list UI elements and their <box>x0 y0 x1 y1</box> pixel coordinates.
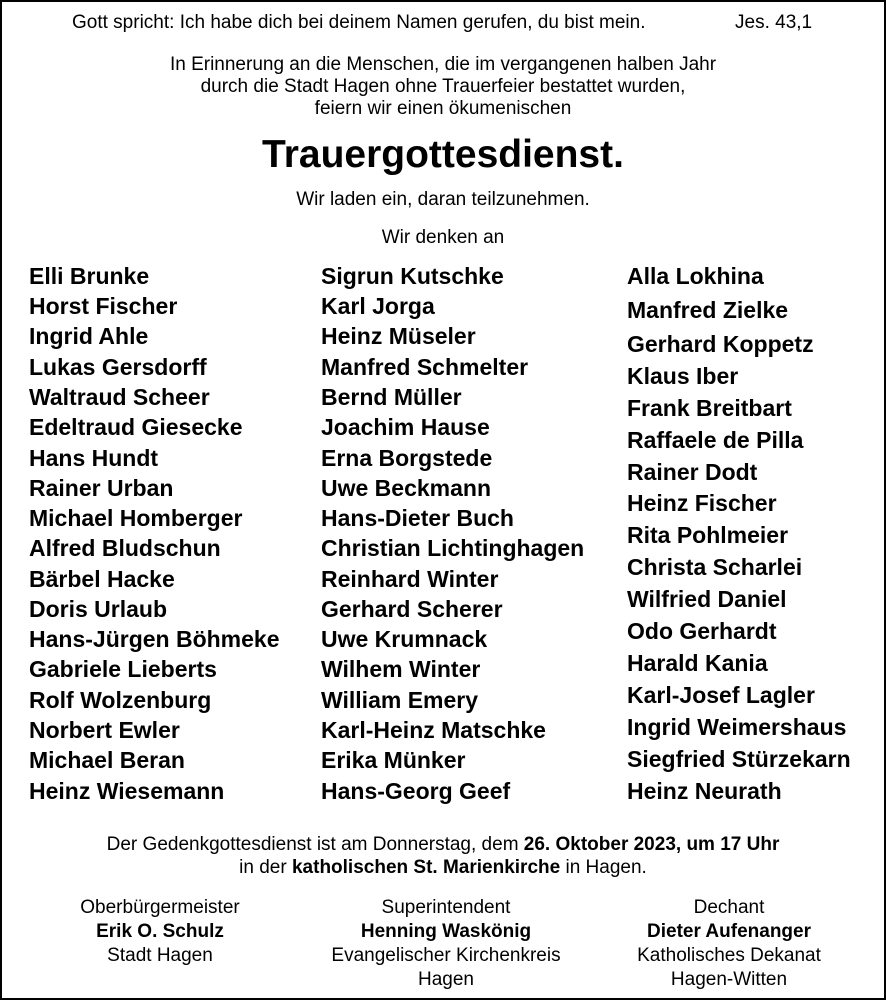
name-entry: Horst Fischer <box>29 293 178 319</box>
name-entry: Manfred Schmelter <box>321 354 529 380</box>
name-entry: Bernd Müller <box>321 384 462 410</box>
name-entry: Heinz Wiesemann <box>29 778 225 804</box>
name-entry: Hans Hundt <box>29 445 159 471</box>
name-entry: Odo Gerhardt <box>627 618 777 644</box>
remember-heading: Wir denken an <box>381 227 505 248</box>
name-entry: Lukas Gersdorff <box>29 354 207 380</box>
name-entry: Alfred Bludschun <box>29 535 221 561</box>
name-entry: Wilhem Winter <box>321 656 481 682</box>
name-entry: Hans-Jürgen Böhmeke <box>29 626 280 652</box>
intro-line-3: feiern wir einen ökumenischen <box>314 98 572 119</box>
name-entry: Frank Breitbart <box>627 395 792 421</box>
signatory-mayor <box>10 896 310 968</box>
name-entry: Michael Homberger <box>29 505 243 531</box>
bible-verse-reference: Jes. 43,1 <box>735 12 813 33</box>
signatory-org: Evangelischer Kirchenkreis <box>331 945 561 966</box>
name-entry: Gerhard Koppetz <box>627 331 814 357</box>
name-entry: Uwe Beckmann <box>321 475 492 501</box>
page-title: Trauergottesdienst. <box>262 133 624 176</box>
name-entry: Gabriele Lieberts <box>29 656 217 682</box>
service-place-suffix: in Hagen. <box>560 857 647 878</box>
signatory-name: Erik O. Schulz <box>96 921 224 942</box>
name-entry: Bärbel Hacke <box>29 566 175 592</box>
signatory-name: Henning Waskönig <box>360 921 532 942</box>
name-entry: Harald Kania <box>627 650 768 676</box>
name-entry: Rita Pohlmeier <box>627 522 789 548</box>
signatory-org: Katholisches Dekanat <box>637 945 821 966</box>
name-entry: Michael Beran <box>29 747 185 773</box>
intro-line-2: durch die Stadt Hagen ohne Trauerfeier bestattet wurden, <box>200 76 686 97</box>
invitation-text: Wir laden ein, daran teilzunehmen. <box>296 189 590 210</box>
name-entry: Hans-Georg Geef <box>321 778 511 804</box>
intro-line-1: In Erinnerung an die Menschen, die im vergangenen halben Jahr <box>169 54 717 75</box>
signatory-role: Superintendent <box>381 897 511 918</box>
name-entry: Manfred Zielke <box>627 297 789 323</box>
name-entry: Erna Borgstede <box>321 445 493 471</box>
signatory-dechant <box>579 896 879 992</box>
name-entry: Norbert Ewler <box>29 717 180 743</box>
name-entry: Waltraud Scheer <box>29 384 210 410</box>
name-entry: Wilfried Daniel <box>627 586 787 612</box>
signatory-org: Stadt Hagen <box>107 945 213 966</box>
name-entry: Ingrid Weimershaus <box>627 714 847 740</box>
signatory-org-line-2: Hagen-Witten <box>670 969 788 990</box>
service-place-line <box>2 857 884 879</box>
name-entry: Raffaele de Pilla <box>627 427 804 453</box>
name-entry: Christa Scharlei <box>627 554 803 580</box>
name-entry: Doris Urlaub <box>29 596 168 622</box>
name-entry: Reinhard Winter <box>321 566 499 592</box>
name-entry: Uwe Krumnack <box>321 626 488 652</box>
service-place: katholischen St. Marienkirche <box>291 857 561 878</box>
name-entry: Heinz Müseler <box>321 323 476 349</box>
signatory-role: Dechant <box>693 897 765 918</box>
name-entry: Alla Lokhina <box>627 263 764 289</box>
name-entry: Sigrun Kutschke <box>321 263 504 289</box>
service-place-prefix: in der <box>239 857 292 878</box>
name-entry: Rainer Dodt <box>627 459 758 485</box>
name-entry: Erika Münker <box>321 747 466 773</box>
name-entry: Edeltraud Giesecke <box>29 414 243 440</box>
name-entry: William Emery <box>321 687 479 713</box>
name-entry: Heinz Fischer <box>627 490 777 516</box>
name-entry: Siegfried Stürzekarn <box>627 746 851 772</box>
signatory-superintendent <box>296 896 596 992</box>
signatory-name: Dieter Aufenanger <box>647 921 811 942</box>
name-entry: Christian Lichtinghagen <box>321 535 585 561</box>
signatory-role: Oberbürgermeister <box>80 897 240 918</box>
service-date-prefix: Der Gedenkgottesdienst ist am Donnerstag, dem <box>106 834 524 855</box>
bible-verse: Gott spricht: Ich habe dich bei deinem Namen gerufen, du bist mein. <box>72 12 646 33</box>
name-entry: Hans-Dieter Buch <box>321 505 514 531</box>
name-entry: Karl Jorga <box>321 293 435 319</box>
name-entry: Rolf Wolzenburg <box>29 687 212 713</box>
name-entry: Heinz Neurath <box>627 778 782 804</box>
name-entry: Ingrid Ahle <box>29 323 149 349</box>
name-entry: Karl-Josef Lagler <box>627 682 815 708</box>
name-entry: Karl-Heinz Matschke <box>321 717 546 743</box>
name-entry: Joachim Hause <box>321 414 490 440</box>
signatory-org-line-2: Hagen <box>418 969 474 990</box>
service-date: 26. Oktober 2023, um 17 Uhr <box>523 834 780 855</box>
service-date-line <box>2 834 884 856</box>
name-entry: Gerhard Scherer <box>321 596 503 622</box>
name-entry: Elli Brunke <box>29 263 150 289</box>
name-entry: Rainer Urban <box>29 475 174 501</box>
name-entry: Klaus Iber <box>627 363 739 389</box>
